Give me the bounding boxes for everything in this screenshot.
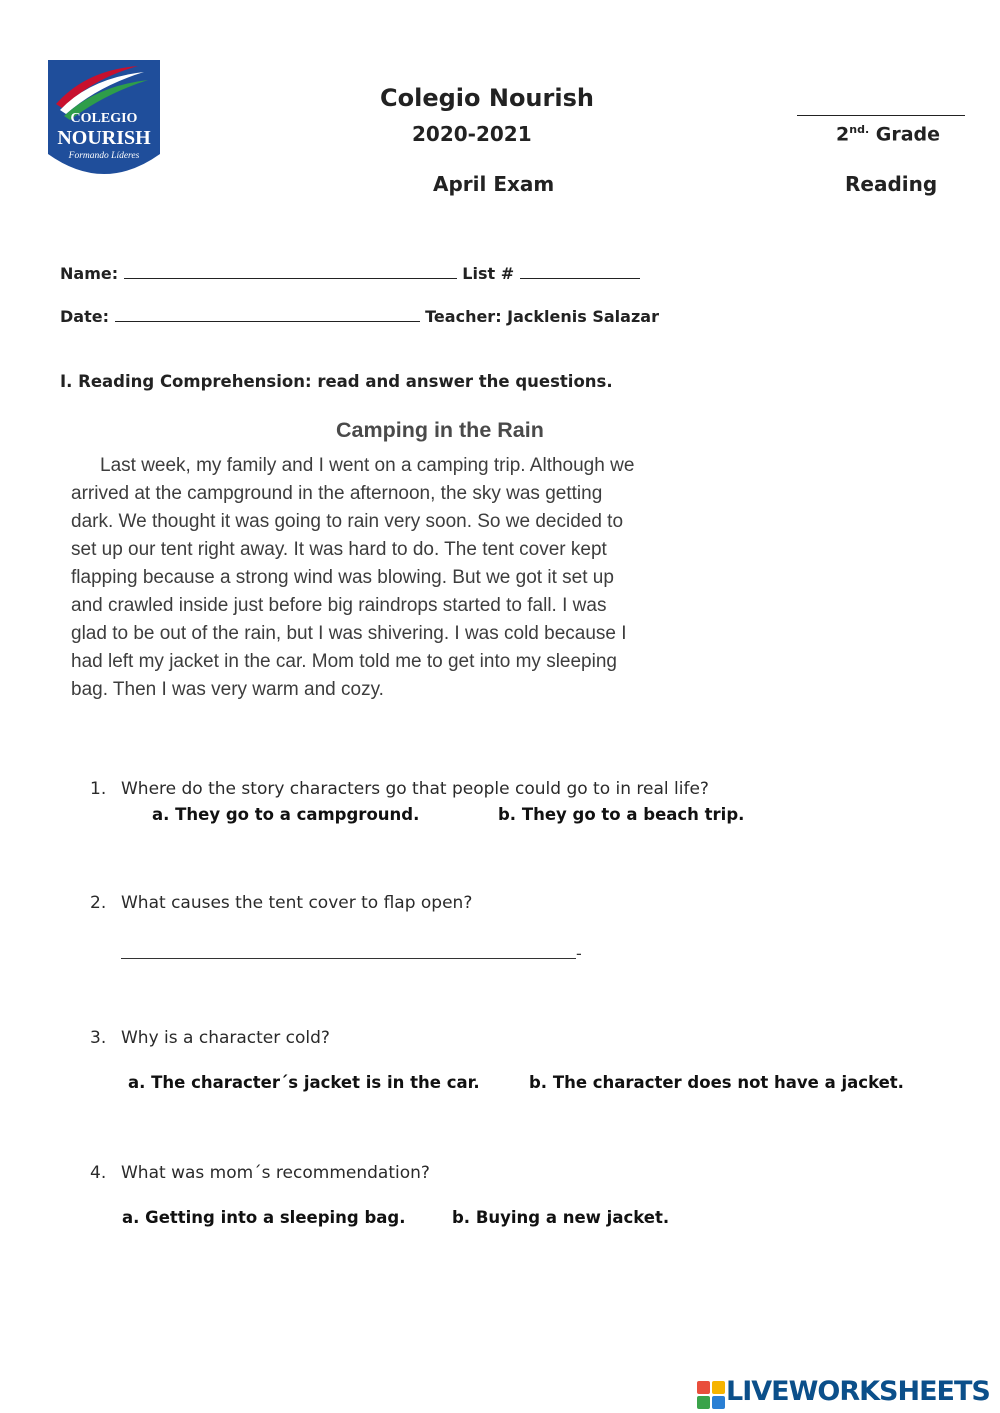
teacher-label: Teacher: xyxy=(425,307,502,326)
question-4 xyxy=(90,1163,430,1183)
logo-line2: NOURISH xyxy=(57,127,151,149)
question-3 xyxy=(90,1028,330,1048)
date-row xyxy=(60,307,659,326)
grade-number: 2 xyxy=(836,123,850,146)
exam-name: April Exam xyxy=(433,172,555,196)
question-text: What was mom´s recommendation? xyxy=(121,1163,430,1183)
name-row xyxy=(60,264,640,283)
q4-option-b[interactable]: b. Buying a new jacket. xyxy=(452,1208,670,1227)
subject-label: Reading xyxy=(845,172,938,196)
question-number: 1. xyxy=(90,779,107,799)
logo-tagline: Formando Líderes xyxy=(68,151,140,161)
grade-word: Grade xyxy=(875,123,941,146)
school-logo xyxy=(46,58,162,184)
story-line: Last week, my family and I went on a camping trip. Although we xyxy=(100,455,635,476)
header-blank-line xyxy=(797,115,965,116)
q2-answer-field[interactable] xyxy=(121,958,576,959)
story-title: Camping in the Rain xyxy=(336,418,544,442)
story-line: glad to be out of the rain, but I was shivering. I was cold because I xyxy=(71,623,627,644)
story-line: and crawled inside just before big raindrops started to fall. I was xyxy=(71,595,607,616)
grade-suffix: nd. xyxy=(849,123,870,136)
school-year: 2020-2021 xyxy=(412,122,532,146)
question-number: 2. xyxy=(90,893,107,913)
q1-option-a[interactable]: a. They go to a campground. xyxy=(152,805,420,824)
section-title: I. Reading Comprehension: read and answer the questions. xyxy=(60,372,613,391)
q3-option-a[interactable]: a. The character´s jacket is in the car. xyxy=(128,1073,480,1092)
name-field[interactable] xyxy=(124,264,457,279)
question-text: Where do the story characters go that people could go to in real life? xyxy=(121,779,709,799)
date-field[interactable] xyxy=(115,307,420,322)
list-label: List # xyxy=(462,264,515,283)
q1-option-b[interactable]: b. They go to a beach trip. xyxy=(498,805,745,824)
question-text: What causes the tent cover to flap open? xyxy=(121,893,473,913)
liveworksheets-brand xyxy=(696,1376,996,1412)
question-number: 3. xyxy=(90,1028,107,1048)
list-number-field[interactable] xyxy=(520,264,640,279)
question-number: 4. xyxy=(90,1163,107,1183)
q3-option-b[interactable]: b. The character does not have a jacket. xyxy=(529,1073,904,1092)
teacher-name: Jacklenis Salazar xyxy=(507,307,659,326)
story-line: had left my jacket in the car. Mom told me to get into my sleeping xyxy=(71,651,617,672)
q4-option-a[interactable]: a. Getting into a sleeping bag. xyxy=(122,1208,406,1227)
grade-label xyxy=(836,123,940,145)
question-text: Why is a character cold? xyxy=(121,1028,330,1048)
story-line: dark. We thought it was going to rain very soon. So we decided to xyxy=(71,511,624,532)
story-line: bag. Then I was very warm and cozy. xyxy=(71,679,384,700)
school-name: Colegio Nourish xyxy=(380,84,594,112)
brand-text: LIVEWORKSHEETS xyxy=(726,1376,990,1407)
story-line: flapping because a strong wind was blowing. But we got it set up xyxy=(71,567,614,588)
story-line: arrived at the campground in the afternoon, the sky was getting xyxy=(71,483,603,504)
q2-blank-suffix: - xyxy=(576,944,582,963)
liveworksheets-logo-icon xyxy=(696,1380,726,1410)
question-1 xyxy=(90,779,709,799)
question-2 xyxy=(90,893,472,913)
story-line: set up our tent right away. It was hard to do. The tent cover kept xyxy=(71,539,607,560)
date-label: Date: xyxy=(60,307,109,326)
name-label: Name: xyxy=(60,264,119,283)
logo-line1: COLEGIO xyxy=(70,111,138,126)
